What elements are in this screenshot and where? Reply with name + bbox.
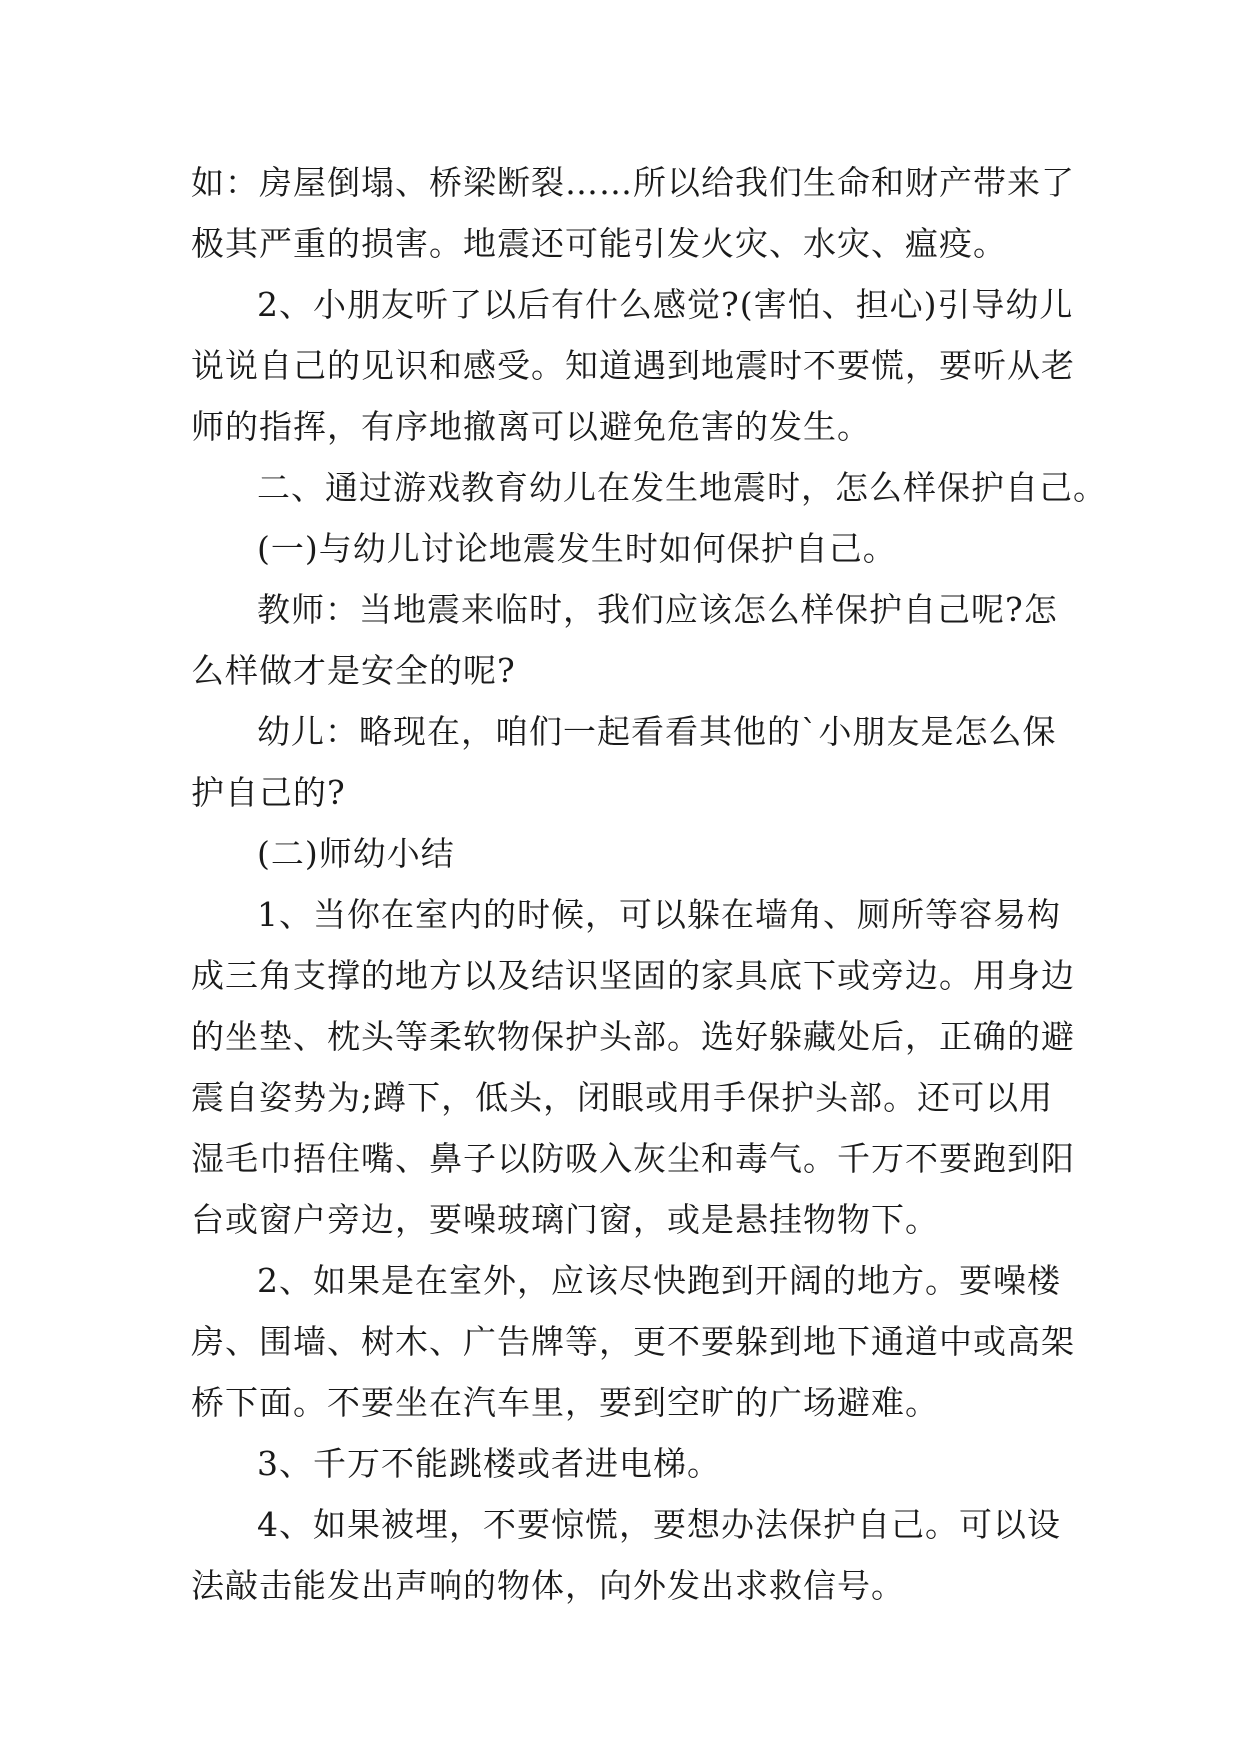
text-line: 极其严重的损害。地震还可能引发火灾、水灾、瘟疫。 [191,224,1007,263]
text-line: 说说自己的见识和感受。知道遇到地震时不要慌，要听从老 [191,346,1075,385]
text-line: 法敲击能发出声响的物体，向外发出求救信号。 [191,1566,905,1605]
text-line: 桥下面。不要坐在汽车里，要到空旷的广场避难。 [191,1383,939,1422]
text-line: 么样做才是安全的呢? [191,651,516,690]
paragraph-start-line: 3、千万不能跳楼或者进电梯。 [257,1444,721,1483]
paragraph-start-line: 1、当你在室内的时候，可以躲在墙角、厕所等容易构 [257,895,1061,934]
section-heading: 二、通过游戏教育幼儿在发生地震时，怎么样保护自己。 [257,468,1107,507]
text-line: 震自姿势为;蹲下，低头，闭眼或用手保护头部。还可以用 [191,1078,1054,1117]
text-line: 护自己的? [191,773,346,812]
paragraph-start-line: 4、如果被埋，不要惊慌，要想办法保护自己。可以设 [257,1505,1061,1544]
paragraph-start-line: 2、如果是在室外，应该尽快跑到开阔的地方。要噪楼 [257,1261,1061,1300]
text-line: 成三角支撑的地方以及结识坚固的家具底下或旁边。用身边 [191,956,1075,995]
text-line: 湿毛巾捂住嘴、鼻子以防吸入灰尘和毒气。千万不要跑到阳 [191,1139,1075,1178]
text-line: 如：房屋倒塌、桥梁断裂……所以给我们生命和财产带来了 [191,163,1075,202]
subsection-heading: (一)与幼儿讨论地震发生时如何保护自己。 [257,529,897,568]
body-text [191,152,1107,1616]
subsection-heading: (二)师幼小结 [257,834,455,873]
text-line: 的坐垫、枕头等柔软物保护头部。选好躲藏处后，正确的避 [191,1017,1075,1056]
paragraph-start-line: 2、小朋友听了以后有什么感觉?(害怕、担心)引导幼儿 [257,285,1074,324]
paragraph-start-line: 教师：当地震来临时，我们应该怎么样保护自己呢?怎 [257,590,1058,629]
text-line: 师的指挥，有序地撤离可以避免危害的发生。 [191,407,871,446]
text-line: 房、围墙、树木、广告牌等，更不要躲到地下通道中或高架 [191,1322,1075,1361]
text-line: 台或窗户旁边，要噪玻璃门窗，或是悬挂物物下。 [191,1200,939,1239]
paragraph-start-line: 幼儿：略现在，咱们一起看看其他的`小朋友是怎么保 [257,712,1057,751]
